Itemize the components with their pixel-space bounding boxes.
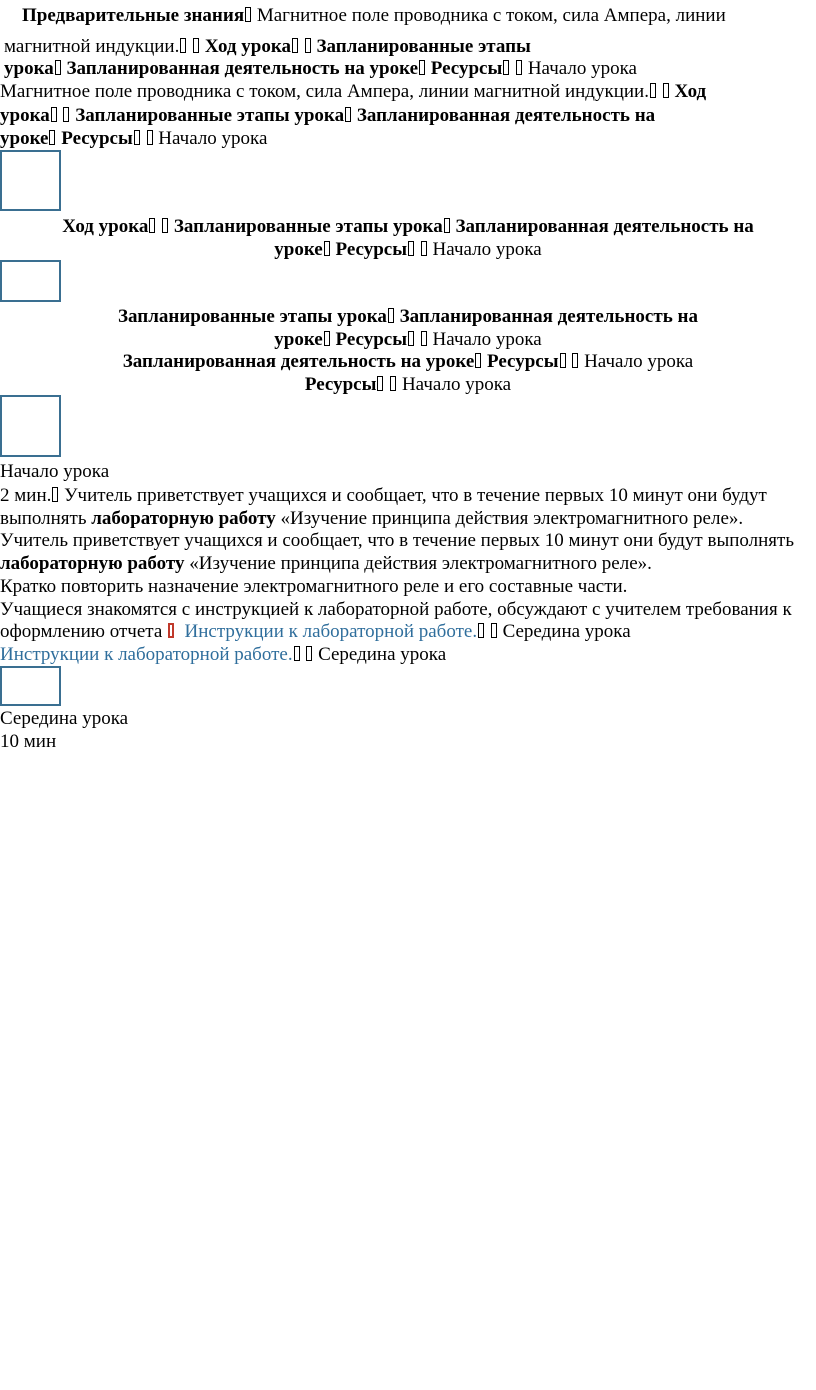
heading-prior-knowledge: Предварительные знания bbox=[22, 5, 245, 26]
placeholder-glyph-icon bbox=[478, 623, 484, 638]
lab-instructions-link[interactable]: Инструкции к лабораторной работе. bbox=[0, 644, 293, 665]
placeholder-glyph-icon bbox=[377, 376, 383, 391]
placeholder-glyph-icon bbox=[63, 107, 69, 122]
placeholder-glyph-icon bbox=[168, 623, 174, 638]
doc-line-1 bbox=[22, 4, 726, 27]
lab-instructions-link[interactable]: Инструкции к лабораторной работе. bbox=[184, 621, 478, 642]
text-segment: Магнитное поле проводника с током, сила Ампера, линии bbox=[252, 5, 726, 26]
placeholder-glyph-icon bbox=[55, 60, 61, 75]
placeholder-glyph-icon bbox=[324, 241, 330, 256]
text-segment: Запланированная деятельность на bbox=[455, 216, 754, 237]
placeholder-glyph-icon bbox=[162, 218, 168, 233]
text-segment: Учитель приветствует учащихся и сообщает, что в течение первых 10 минут они будут выполнять bbox=[0, 530, 794, 551]
placeholder-glyph-icon bbox=[419, 60, 425, 75]
placeholder-glyph-icon bbox=[52, 487, 58, 502]
text-segment: урока bbox=[0, 105, 50, 126]
text-segment: Середина урока bbox=[502, 621, 631, 642]
text-segment: Ресурсы bbox=[304, 374, 377, 395]
placeholder-glyph-icon bbox=[294, 646, 300, 661]
text-segment: Начало урока bbox=[432, 239, 542, 260]
placeholder-glyph-icon bbox=[292, 38, 298, 53]
heading-planned-activity: Запланированная деятельность на уроке bbox=[66, 58, 419, 79]
heading-planned-stages: Запланированные этапы bbox=[316, 36, 531, 57]
text-segment: Учитель приветствует учащихся и сообщает, что в течение первых 10 минут они будут bbox=[59, 485, 767, 506]
doc-line-19 bbox=[0, 598, 792, 621]
text-segment: Ресурсы bbox=[487, 351, 559, 372]
heading-resources: Ресурсы bbox=[430, 58, 503, 79]
placeholder-glyph-icon bbox=[421, 241, 427, 256]
placeholder-glyph-icon bbox=[245, 7, 251, 22]
placeholder-glyph-icon bbox=[560, 353, 566, 368]
text-segment: уроке bbox=[0, 128, 49, 149]
doc-line-7 bbox=[0, 215, 816, 238]
text-segment: выполнять bbox=[0, 508, 92, 529]
placeholder-glyph-icon bbox=[650, 83, 656, 98]
doc-line-22 bbox=[0, 707, 128, 730]
text-segment: Ресурсы bbox=[61, 128, 133, 149]
text-segment: Запланированная деятельность на уроке bbox=[122, 351, 475, 372]
text-segment: магнитной индукции. bbox=[4, 36, 180, 57]
text-segment: Запланированная деятельность на bbox=[399, 306, 698, 327]
text-segment: Начало урока bbox=[158, 128, 268, 149]
text-segment: Кратко повторить назначение электромагнитного реле и его составные части. bbox=[0, 576, 628, 597]
text-segment: оформлению отчета bbox=[0, 621, 168, 642]
doc-line-12 bbox=[0, 373, 816, 396]
doc-line-15 bbox=[0, 507, 743, 530]
text-segment: Магнитное поле проводника с током, сила Ампера, линии магнитной индукции. bbox=[0, 81, 649, 102]
placeholder-glyph-icon bbox=[491, 623, 497, 638]
text-segment: Ресурсы bbox=[335, 329, 408, 350]
doc-line-21 bbox=[0, 643, 446, 666]
placeholder-glyph-icon bbox=[345, 107, 351, 122]
text-segment: Начало урока bbox=[432, 329, 542, 350]
doc-line-18 bbox=[0, 575, 627, 598]
doc-line-3 bbox=[4, 57, 637, 80]
placeholder-glyph-icon bbox=[388, 308, 394, 323]
placeholder-glyph-icon bbox=[147, 130, 153, 145]
placeholder-glyph-icon bbox=[305, 38, 311, 53]
placeholder-glyph-icon bbox=[663, 83, 669, 98]
text-segment: Запланированные этапы урока bbox=[173, 216, 443, 237]
placeholder-glyph-icon bbox=[516, 60, 522, 75]
placeholder-glyph-icon bbox=[49, 130, 55, 145]
doc-line-13 bbox=[0, 460, 109, 483]
doc-line-10 bbox=[0, 328, 816, 351]
doc-line-14 bbox=[0, 484, 767, 507]
text-segment: урока bbox=[4, 58, 54, 79]
text-segment: Ресурсы bbox=[335, 239, 408, 260]
doc-line-11 bbox=[0, 350, 816, 373]
placeholder-glyph-icon bbox=[324, 331, 330, 346]
text-segment: Запланированная деятельность на bbox=[356, 105, 656, 126]
text-segment: Запланированные этапы урока bbox=[118, 306, 387, 327]
placeholder-glyph-icon bbox=[475, 353, 481, 368]
doc-line-4 bbox=[0, 80, 706, 103]
empty-table-cell bbox=[0, 260, 61, 302]
text-segment: уроке bbox=[274, 329, 323, 350]
empty-table-cell bbox=[0, 150, 61, 211]
placeholder-glyph-icon bbox=[306, 646, 312, 661]
doc-line-16 bbox=[0, 529, 794, 552]
text-segment: Начало урока bbox=[527, 58, 637, 79]
text-segment: Ход bbox=[674, 81, 707, 102]
doc-line-17 bbox=[0, 552, 652, 575]
text-segment: уроке bbox=[274, 239, 323, 260]
text-segment: Запланированные этапы урока bbox=[75, 105, 345, 126]
text-segment: «Изучение принципа действия электромагнитного реле». bbox=[184, 553, 652, 574]
placeholder-glyph-icon bbox=[51, 107, 57, 122]
empty-table-cell bbox=[0, 666, 61, 706]
text-segment: «Изучение принципа действия электромагнитного реле». bbox=[275, 508, 744, 529]
placeholder-glyph-icon bbox=[408, 331, 414, 346]
placeholder-glyph-icon bbox=[408, 241, 414, 256]
placeholder-glyph-icon bbox=[193, 38, 199, 53]
text-segment: Ход урока bbox=[62, 216, 149, 237]
placeholder-glyph-icon bbox=[444, 218, 450, 233]
duration-text: 2 мин. bbox=[0, 485, 52, 506]
doc-line-23 bbox=[0, 730, 56, 753]
placeholder-glyph-icon bbox=[149, 218, 155, 233]
empty-table-cell bbox=[0, 395, 61, 457]
placeholder-glyph-icon bbox=[572, 353, 578, 368]
text-segment: Начало урока bbox=[0, 461, 110, 482]
doc-line-20 bbox=[0, 620, 631, 643]
text-segment: лабораторную работу bbox=[0, 553, 185, 574]
placeholder-glyph-icon bbox=[134, 130, 140, 145]
duration-text: 10 мин bbox=[0, 731, 57, 752]
doc-line-6 bbox=[0, 127, 267, 150]
text-segment: Начало урока bbox=[584, 351, 694, 372]
text-segment: Середина урока bbox=[318, 644, 447, 665]
placeholder-glyph-icon bbox=[390, 376, 396, 391]
doc-line-8 bbox=[0, 238, 816, 261]
text-segment: лабораторную работу bbox=[91, 508, 276, 529]
text-segment: Начало урока bbox=[401, 374, 512, 395]
text-segment: Середина урока bbox=[0, 708, 129, 729]
placeholder-glyph-icon bbox=[503, 60, 509, 75]
doc-line-5 bbox=[0, 104, 655, 127]
doc-line-2 bbox=[4, 35, 531, 58]
doc-line-9 bbox=[0, 305, 816, 328]
heading-lesson-flow: Ход урока bbox=[204, 36, 292, 57]
placeholder-glyph-icon bbox=[421, 331, 427, 346]
placeholder-glyph-icon bbox=[180, 38, 186, 53]
text-segment: Учащиеся знакомятся с инструкцией к лабораторной работе, обсуждают с учителем требования к bbox=[0, 599, 792, 620]
